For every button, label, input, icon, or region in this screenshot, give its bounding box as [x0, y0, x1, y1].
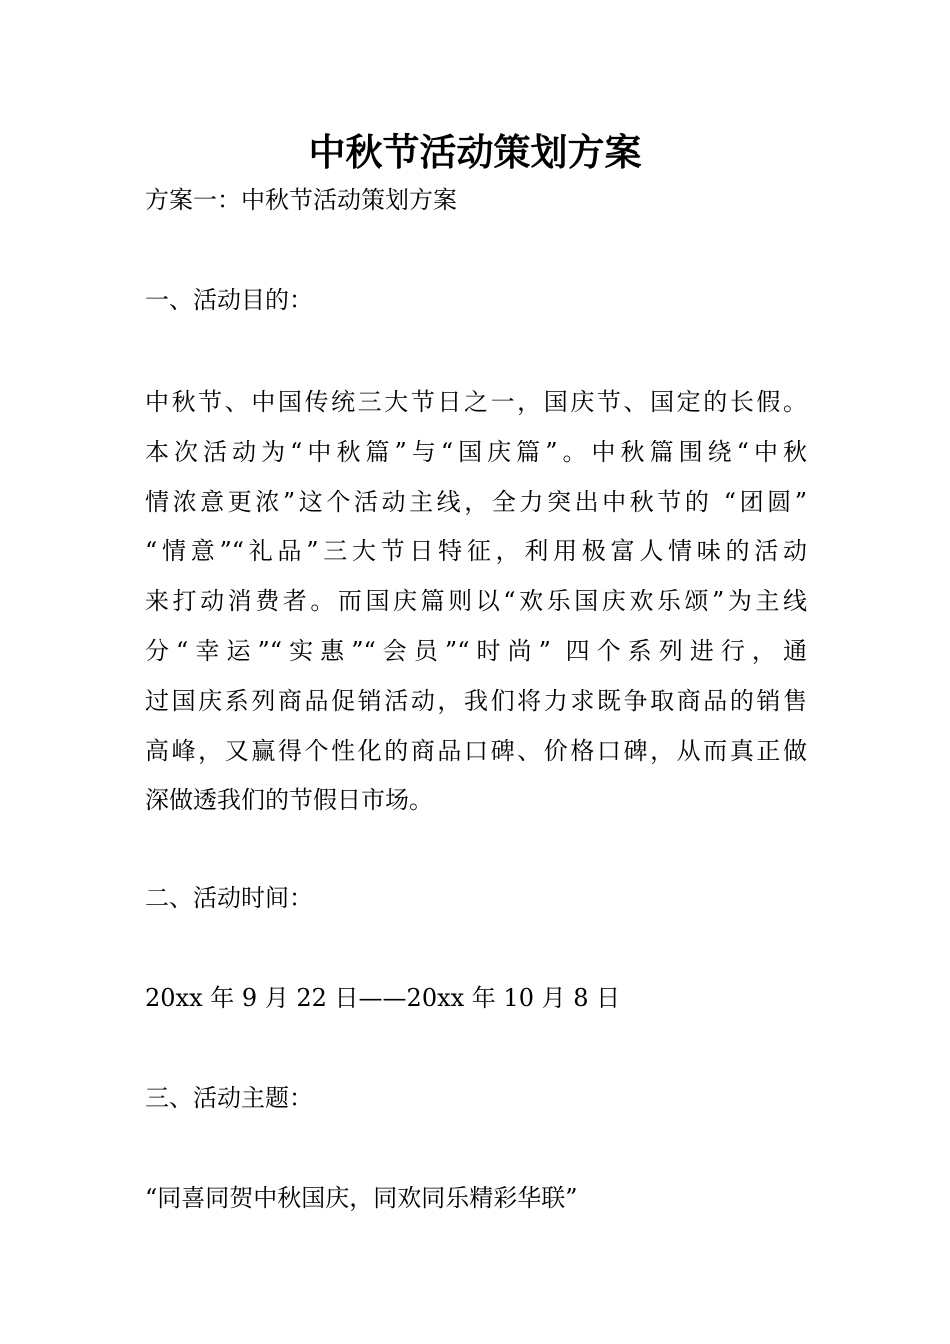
paragraph-line: 分“幸运”“实惠”“会员”“时尚” 四个系列进行，通 [145, 636, 807, 665]
paragraph-line: 情浓意更浓”这个活动主线，全力突出中秋节的 “团圆” [145, 487, 807, 516]
paragraph-line: 高峰，又赢得个性化的商品口碑、价格口碑，从而真正做 [145, 736, 807, 765]
document-subtitle: 方案一：中秋节活动策划方案 [145, 186, 457, 214]
section-body-time: 20xx 年 9 月 22 日——20xx 年 10 月 8 日 [145, 984, 621, 1012]
section-body-purpose [145, 378, 807, 826]
paragraph-line: “情意”“礼品”三大节日特征，利用极富人情味的活动 [145, 537, 807, 566]
paragraph-line: 本次活动为“中秋篇”与“国庆篇”。中秋篇围绕“中秋 [145, 437, 807, 466]
paragraph-line: 来打动消费者。而国庆篇则以“欢乐国庆欢乐颂”为主线 [145, 587, 807, 616]
paragraph-line: 过国庆系列商品促销活动，我们将力求既争取商品的销售 [145, 686, 807, 715]
section-body-theme: “同喜同贺中秋国庆，同欢同乐精彩华联” [145, 1184, 578, 1212]
section-heading-theme: 三、活动主题： [145, 1084, 313, 1112]
paragraph-line: 深做透我们的节假日市场。 [145, 786, 433, 815]
paragraph-line: 中秋节、中国传统三大节日之一，国庆节、国定的长假。 [145, 388, 807, 416]
section-heading-time: 二、活动时间： [145, 884, 313, 912]
section-heading-purpose: 一、活动目的： [145, 286, 313, 314]
document-title: 中秋节活动策划方案 [308, 130, 642, 174]
